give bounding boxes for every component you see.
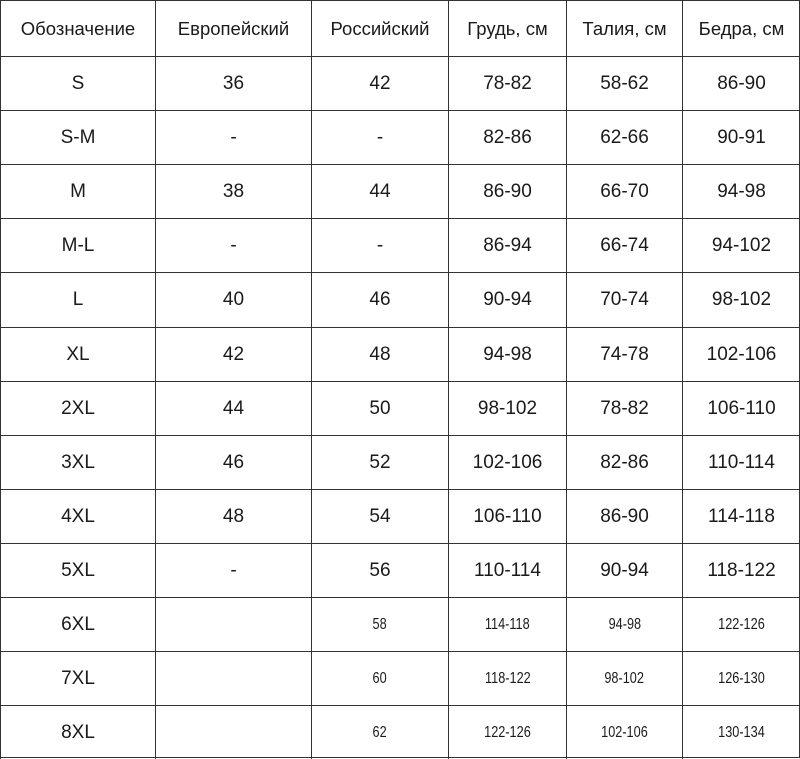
table-row	[0, 381, 800, 435]
cell-text: 38	[222, 180, 245, 202]
cell-designation	[0, 164, 155, 218]
cell-designation	[0, 56, 155, 110]
cell-hips	[682, 381, 800, 435]
table-row	[0, 218, 800, 272]
cell-european	[155, 218, 311, 272]
cell-russian	[311, 218, 448, 272]
cell-text: 102-106	[601, 723, 648, 741]
cell-chest	[448, 164, 566, 218]
cell-text: 56	[369, 559, 391, 581]
cell-text: 106-110	[473, 505, 542, 527]
cell-text: 54	[369, 505, 391, 527]
cell-text: XL	[66, 343, 90, 365]
cell-text: 118-122	[707, 559, 776, 581]
cell-russian	[311, 327, 448, 381]
cell-text: 86-90	[483, 180, 532, 202]
cell-designation	[0, 489, 155, 543]
cell-text: 44	[369, 180, 391, 202]
cell-text: 114-118	[485, 615, 530, 633]
cell-russian	[311, 543, 448, 597]
cell-text: 126-130	[718, 669, 765, 687]
cell-text: M-L	[61, 234, 95, 256]
cell-designation	[0, 597, 155, 651]
cell-text: 98-102	[477, 397, 538, 419]
cell-russian	[311, 110, 448, 164]
cell-text: 86-90	[600, 505, 649, 527]
cell-russian	[311, 489, 448, 543]
header-designation: Обозначение	[0, 0, 155, 56]
cell-text: 70-74	[600, 289, 649, 310]
header-european: Европейский	[155, 0, 311, 56]
cell-waist	[566, 164, 682, 218]
cell-waist	[566, 543, 682, 597]
cell-designation	[0, 272, 155, 327]
cell-text: 48	[222, 505, 245, 527]
header-waist: Талия, см	[566, 0, 682, 56]
cell-text: 94-98	[717, 180, 766, 202]
cell-text: 114-118	[708, 505, 775, 527]
cell-text: 46	[222, 451, 245, 473]
cell-waist	[566, 381, 682, 435]
cell-text: M	[70, 180, 86, 202]
cell-waist	[566, 56, 682, 110]
cell-text: S-M	[60, 126, 96, 148]
table-row	[0, 705, 800, 759]
cell-designation	[0, 705, 155, 759]
cell-waist	[566, 110, 682, 164]
cell-text: 106-110	[707, 397, 776, 419]
cell-hips	[682, 164, 800, 218]
cell-hips	[682, 435, 800, 489]
cell-european	[155, 110, 311, 164]
cell-text: 62-66	[600, 126, 649, 148]
cell-text: 46	[369, 289, 391, 310]
cell-russian	[311, 56, 448, 110]
cell-hips	[682, 327, 800, 381]
table-row	[0, 489, 800, 543]
table-row	[0, 597, 800, 651]
cell-text: S	[71, 72, 85, 94]
cell-chest	[448, 218, 566, 272]
cell-european	[155, 272, 311, 327]
cell-chest	[448, 435, 566, 489]
cell-chest	[448, 597, 566, 651]
cell-text: -	[230, 559, 237, 581]
cell-text: 58	[372, 615, 388, 633]
cell-designation	[0, 651, 155, 705]
cell-text: 94-102	[711, 234, 772, 256]
cell-text: 98-102	[604, 669, 645, 687]
cell-text: 78-82	[483, 72, 532, 94]
cell-text: 90-94	[600, 559, 649, 581]
cell-chest	[448, 705, 566, 759]
cell-european	[155, 543, 311, 597]
cell-text: 2XL	[61, 397, 95, 419]
cell-european	[155, 489, 311, 543]
cell-hips	[682, 110, 800, 164]
table-header-row	[0, 0, 800, 56]
cell-hips	[682, 705, 800, 759]
cell-european	[155, 435, 311, 489]
cell-chest	[448, 272, 566, 327]
cell-designation	[0, 381, 155, 435]
cell-european	[155, 164, 311, 218]
table-row	[0, 272, 800, 327]
cell-chest	[448, 56, 566, 110]
table-row	[0, 435, 800, 489]
cell-text: 4XL	[61, 505, 95, 527]
table-row	[0, 110, 800, 164]
cell-european	[155, 381, 311, 435]
cell-text: -	[376, 234, 384, 256]
cell-waist	[566, 489, 682, 543]
cell-text: 82-86	[600, 451, 649, 473]
cell-russian	[311, 272, 448, 327]
cell-designation	[0, 327, 155, 381]
cell-chest	[448, 327, 566, 381]
cell-waist	[566, 218, 682, 272]
cell-text: 86-94	[483, 234, 532, 256]
cell-hips	[682, 56, 800, 110]
cell-waist	[566, 651, 682, 705]
table-row	[0, 651, 800, 705]
cell-text: 102-106	[706, 343, 777, 365]
cell-chest	[448, 651, 566, 705]
cell-waist	[566, 597, 682, 651]
cell-text: 102-106	[472, 451, 543, 473]
cell-text: 62	[372, 723, 388, 741]
cell-waist	[566, 705, 682, 759]
cell-text: 66-70	[600, 180, 649, 202]
cell-text: 3XL	[61, 451, 95, 473]
cell-chest	[448, 381, 566, 435]
cell-text: 98-102	[711, 289, 772, 310]
cell-text: 42	[222, 343, 245, 365]
cell-text: 7XL	[61, 667, 95, 689]
cell-text: 6XL	[61, 613, 95, 635]
cell-russian	[311, 651, 448, 705]
cell-russian	[311, 597, 448, 651]
cell-russian	[311, 435, 448, 489]
cell-text: 94-98	[483, 343, 532, 365]
cell-text: 60	[372, 669, 388, 687]
cell-hips	[682, 489, 800, 543]
header-hips: Бедра, см	[682, 0, 800, 56]
cell-text: 52	[369, 451, 391, 473]
cell-european	[155, 651, 311, 705]
cell-text: 86-90	[717, 72, 766, 94]
cell-text: 42	[369, 72, 391, 94]
cell-hips	[682, 272, 800, 327]
cell-text: 8XL	[61, 721, 95, 743]
cell-text: -	[376, 126, 384, 148]
cell-waist	[566, 327, 682, 381]
table-row	[0, 543, 800, 597]
cell-hips	[682, 543, 800, 597]
cell-text: 78-82	[600, 397, 649, 419]
cell-text: 94-98	[608, 615, 641, 633]
cell-text: -	[230, 234, 237, 256]
cell-chest	[448, 543, 566, 597]
header-chest: Грудь, см	[448, 0, 566, 56]
cell-text: 36	[222, 72, 245, 94]
cell-text: 66-74	[600, 234, 649, 256]
cell-chest	[448, 110, 566, 164]
cell-hips	[682, 597, 800, 651]
cell-chest	[448, 489, 566, 543]
cell-european	[155, 56, 311, 110]
cell-text: 130-134	[718, 723, 765, 741]
cell-russian	[311, 381, 448, 435]
header-russian: Российский	[311, 0, 448, 56]
cell-text: 90-91	[717, 126, 766, 148]
cell-designation	[0, 543, 155, 597]
table-row	[0, 56, 800, 110]
cell-text: 5XL	[61, 559, 95, 581]
cell-text: 58-62	[600, 72, 649, 94]
table-row	[0, 164, 800, 218]
cell-hips	[682, 651, 800, 705]
cell-european	[155, 327, 311, 381]
cell-text: 90-94	[483, 289, 532, 310]
cell-text: -	[230, 126, 237, 148]
cell-text: 110-114	[474, 559, 541, 581]
cell-text: 82-86	[483, 126, 532, 148]
cell-european	[155, 597, 311, 651]
cell-text: 110-114	[708, 451, 775, 473]
cell-text: 122-126	[718, 615, 765, 633]
cell-text: 74-78	[600, 343, 649, 365]
cell-russian	[311, 705, 448, 759]
cell-russian	[311, 164, 448, 218]
cell-text: 44	[222, 397, 245, 419]
cell-waist	[566, 435, 682, 489]
cell-designation	[0, 218, 155, 272]
cell-european	[155, 705, 311, 759]
cell-text: 40	[222, 289, 245, 310]
cell-hips	[682, 218, 800, 272]
cell-text: 48	[369, 343, 391, 365]
cell-waist	[566, 272, 682, 327]
cell-text: 122-126	[484, 723, 531, 741]
cell-text: 118-122	[484, 669, 531, 687]
table-row	[0, 327, 800, 381]
cell-designation	[0, 110, 155, 164]
cell-designation	[0, 435, 155, 489]
cell-text: L	[72, 289, 84, 310]
cell-text: 50	[369, 397, 391, 419]
